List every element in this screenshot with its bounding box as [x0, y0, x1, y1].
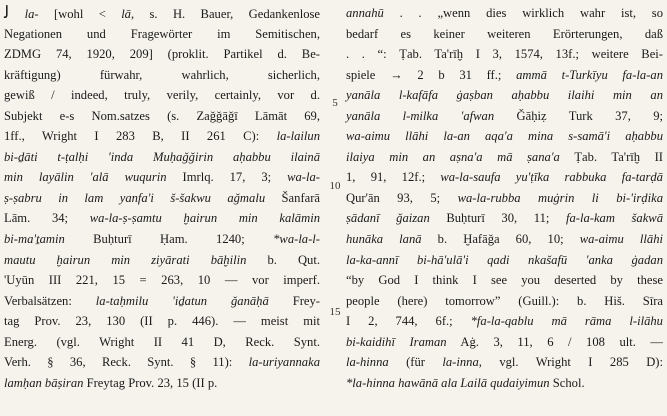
- italic-text: *wa-la-l-: [273, 232, 320, 247]
- text-run: I 2, 744, 6f.;: [346, 314, 471, 329]
- text-run: Imrlq. 17, 3;: [166, 170, 288, 185]
- text-run: Ǧāḥiẓ Turk 37, 9;: [494, 108, 664, 123]
- text-line: [4, 311, 320, 332]
- italic-text: wa-la-rubba muġrin li bi-'irḍika: [457, 190, 663, 205]
- text-run: kräftigung) fürwahr, wahrlich, sicherlich,: [4, 67, 320, 82]
- text-run: 'Uyūn III 221, 15 = 263, 10 ― vor imperf.: [4, 273, 320, 288]
- italic-text: annahū: [346, 6, 384, 20]
- text-run: bedarf es keiner weiteren Erörterungen, daß: [346, 26, 663, 41]
- text-line: [4, 208, 320, 229]
- text-run: gewiß / indeed, truly, verily, certainly, vor d.: [4, 88, 320, 103]
- right-column: [346, 3, 663, 393]
- italic-text: la-hinna: [346, 355, 389, 370]
- italic-text: la-ka-annī bi-hā'ulā'i qadi nkašafū 'anka ġadan: [346, 252, 663, 267]
- text-run: Buḥturī 30, 11;: [429, 211, 566, 226]
- text-line: [346, 291, 663, 312]
- text-line: [346, 3, 663, 24]
- text-run: Buḥturī Ḥam. 1240;: [64, 232, 274, 247]
- text-run: people (here) tomorrow” (Guill.): b. Hiš. Sīra: [346, 293, 663, 308]
- text-run: Aġ. 3, 11, 6 / 108 ult. —: [446, 334, 663, 349]
- text-line: [4, 291, 320, 312]
- italic-text: yanāla l-milka 'afwan: [346, 108, 495, 123]
- text-run: Verh. § 36, Reck. Synt. § 11):: [4, 355, 249, 370]
- text-run: [wohl <: [38, 7, 122, 21]
- text-run: Schol.: [549, 375, 585, 390]
- text-run: 1, 91, 12f.;: [346, 170, 441, 185]
- italic-text: hunāka lanā: [346, 232, 422, 247]
- italic-text: wa-la-saufa yu'ṭīka rabbuka fa-tarḍā: [440, 170, 663, 185]
- text-line: [4, 373, 320, 394]
- text-run: (für: [388, 355, 443, 370]
- text-line: [346, 167, 663, 188]
- text-line: [4, 270, 320, 291]
- italic-text: ammā t-Turkīyu fa-la-an: [516, 67, 663, 82]
- text-line: [4, 44, 320, 65]
- text-line: [346, 332, 663, 353]
- text-line: [4, 167, 320, 188]
- text-line: [346, 229, 663, 250]
- text-run: Frey-: [268, 293, 320, 308]
- text-line: [346, 126, 663, 147]
- text-line: [4, 3, 320, 24]
- italic-text: bi-ma'ṯamin: [4, 232, 65, 247]
- text-line: [4, 126, 320, 147]
- text-run: Šanfarā: [265, 190, 321, 205]
- italic-text: wa-aimu llāhi la-an aqa'a mina s-samā'i aḥabbu: [346, 129, 663, 144]
- text-run: 1ff., Wright I 283 B, II 261 C):: [4, 129, 277, 144]
- text-run: . . “: Ṭab. Ta'rīḫ I 3, 1574, 13f.; weitere Bei-: [346, 47, 663, 62]
- text-run: ZDMG 74, 1920, 209] (proklit. Partikel d. Be-: [4, 47, 320, 62]
- text-line: [346, 44, 663, 65]
- text-run: b. Qut.: [246, 252, 320, 267]
- text-run: Verbalsätzen:: [4, 293, 96, 308]
- text-line: [346, 311, 663, 332]
- text-run: Energ. (vgl. Wright II 41 D, Reck. Synt.: [4, 334, 320, 349]
- line-number-5: 5: [332, 97, 338, 109]
- italic-text: lā: [121, 7, 131, 21]
- italic-text: la-lailun: [276, 129, 320, 144]
- text-line: [346, 373, 663, 394]
- italic-text: la-inna: [442, 355, 479, 370]
- text-line: [4, 188, 320, 209]
- text-line: [4, 352, 320, 373]
- text-run: Ṭab. Ta'rīḫ II: [559, 149, 663, 164]
- italic-text: ṣādanī ǧaizan: [346, 211, 430, 226]
- text-line: [346, 24, 663, 45]
- text-line: [346, 147, 663, 168]
- headword-arabic-letter: ﻟ: [4, 3, 10, 22]
- text-line: [4, 65, 320, 86]
- italic-text: ṣ-ṣabru in lam yanfa'i š-šakwu aǧmalu: [4, 190, 266, 205]
- text-line: [346, 250, 663, 271]
- italic-text: *fa-la-qablu mā rāma l-ilāhu: [470, 314, 663, 329]
- text-run: Lām. 34;: [4, 211, 90, 226]
- italic-text: lamḥan bāṣiran: [4, 375, 84, 390]
- text-run: , vgl. Wright I 285 D):: [478, 355, 663, 370]
- left-column: [4, 3, 320, 393]
- italic-text: min layālin 'alā wuqurin: [4, 170, 167, 185]
- italic-text: wa-aimu llāhi: [579, 232, 663, 247]
- text-line: [346, 208, 663, 229]
- text-line: [346, 188, 663, 209]
- text-run: Freytag Prov. 23, 15 (II p.: [83, 375, 218, 390]
- line-number-10: 10: [329, 180, 341, 192]
- text-line: [346, 270, 663, 291]
- italic-text: mautu ḫairun min ziyārati bāḫilin: [4, 252, 247, 267]
- text-line: [4, 229, 320, 250]
- text-line: [4, 24, 320, 45]
- italic-text: wa-la-ṣ-ṣamtu ḫairun min kalāmin: [89, 211, 320, 226]
- text-line: [346, 106, 663, 127]
- italic-text: wa-la-: [287, 170, 320, 185]
- italic-text: ilaiya min an aṣna'a mā ṣana'a: [346, 149, 560, 164]
- text-line: [4, 332, 320, 353]
- text-run: “by God I think I see you deserted by these: [346, 273, 663, 288]
- italic-text: la-: [9, 7, 39, 21]
- text-line: [4, 106, 320, 127]
- line-number-15: 15: [329, 306, 341, 318]
- text-line: [4, 147, 320, 168]
- text-line: [346, 352, 663, 373]
- italic-text: bi-ḏāti t-ṭalḥi 'inda Muḥaǧǧirin aḥabbu ilainā: [4, 149, 320, 164]
- text-run: Subjekt e-s Nom.satzes (s. Zaǧǧāǧī Lāmāt 69,: [4, 108, 320, 123]
- italic-text: la-taḥmilu 'iḏatun ǧanāḥā: [95, 293, 269, 308]
- italic-text: bi-kaidihī Iraman: [346, 334, 447, 349]
- text-run: , s. H. Bauer, Gedankenlose: [130, 7, 320, 21]
- text-line: [4, 85, 320, 106]
- italic-text: la-uriyannaka: [248, 355, 320, 370]
- italic-text: yanāla l-kafāfa ġaṣban aḥabbu ilaihi min an: [346, 88, 663, 103]
- italic-text: *la-hinna hawānā ala Lailā qudaiyimun: [346, 375, 550, 390]
- italic-text: fa-la-kam šakwā: [565, 211, 663, 226]
- text-run: spiele → 2 b 31 ff.;: [346, 67, 517, 82]
- text-run: Negationen und Fragewörter im Semitischen,: [4, 26, 320, 41]
- text-line: [4, 250, 320, 271]
- text-run: b. Ḫafāǧa 60, 10;: [421, 232, 580, 247]
- text-run: . . „wenn dies wirklich wahr ist, so: [383, 6, 663, 20]
- text-run: tag Prov. 23, 130 (II p. 446). — meist mit: [4, 314, 320, 329]
- text-line: [346, 85, 663, 106]
- text-run: Qur'ān 93, 5;: [346, 190, 458, 205]
- text-line: [346, 65, 663, 86]
